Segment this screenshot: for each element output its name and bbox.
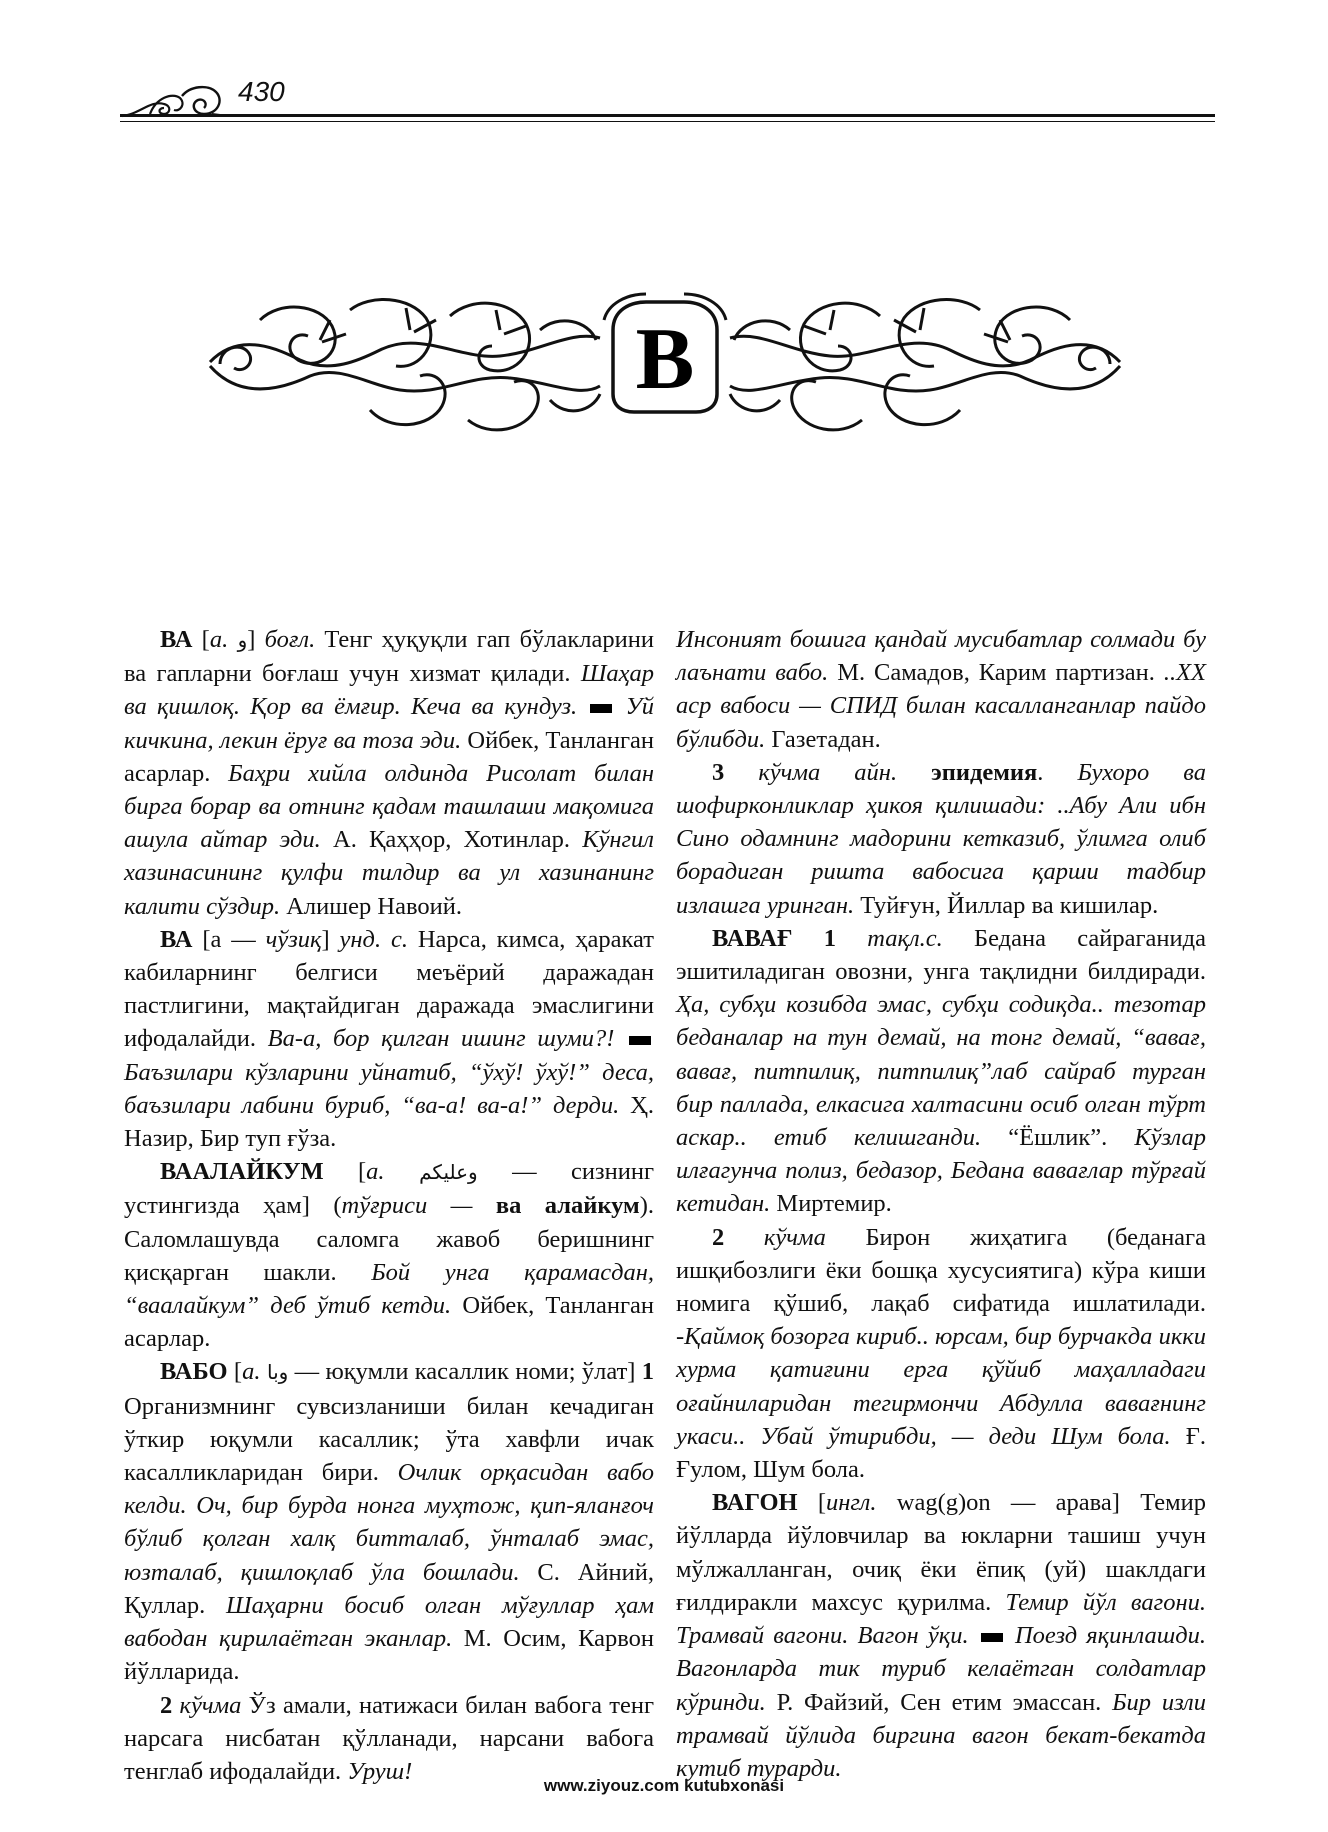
headword: ВА <box>160 925 193 953</box>
bracket: [ <box>797 1489 827 1517</box>
section-banner <box>200 290 1130 450</box>
example: Уруш! <box>347 1757 413 1785</box>
source: М. Осим, Карвон йўлларида. <box>124 1625 655 1686</box>
label: а. <box>366 1158 385 1186</box>
footer-watermark: www.ziyouz.com kutubxonasi <box>543 1776 785 1795</box>
definition: Нарса, кимса, ҳаракат кабиларнинг белгиси меъёрий даражадан пастлигини, мақтайдиган даражада эмаслигини ифодалайди. <box>124 925 654 1053</box>
label: чўзиқ <box>265 925 322 953</box>
grammar-label: унд. с. <box>339 925 408 953</box>
etymology: — юқумли касаллик номи; ўлат] <box>288 1358 642 1386</box>
source: М. Самадов, Карим партизан. <box>828 659 1164 687</box>
example: Ва-а, бор қилган ишинг шуми?! <box>267 1025 626 1053</box>
example: Баҳри хийла олдинда Рисолат билан бирга борар ва отнинг қадам ташлаши мақомига ашула айтар эди. <box>124 759 654 854</box>
section-letter: В <box>635 311 695 408</box>
label: тўғриси — <box>341 1192 473 1220</box>
source: Ҳ. Назир, Бир туп ғўза. <box>124 1091 654 1153</box>
source: “Ёшлик”. <box>981 1124 1135 1152</box>
source: Миртемир. <box>770 1190 892 1218</box>
headword: ВААЛАЙКУМ <box>160 1158 324 1186</box>
bracket: ] <box>321 925 340 953</box>
headword: ВАБО <box>160 1358 228 1386</box>
example: Баъзилари кўзларини уйнатиб, “ўхў! ўхў!” деса, баъзилари лабини буриб, “ва-а! ва-а!” дерди. <box>124 1058 654 1119</box>
entry-vabo-sense-3 <box>676 756 1206 922</box>
example: -Қаймоқ бозорга кириб.. юрсам, бир бурчакда икки хурма қатиғини ерга қўйиб маҳалладаги оғайниларидан тегирмончи Абдулла вавағнинг укаси.. Убай ўтирибди, — деди Шум бола. <box>676 1323 1206 1450</box>
example: Ҳа, субҳи козибда эмас, субҳи содиқда.. тезотар беданалар на тун демай, на тонг демай, “вавағ, вавағ, питпилиқ, питпилиқ”лаб сайраб турган бир паллада, елкасига халтасини осиб олган тўрт аскар.. етиб келишганди. <box>676 991 1206 1152</box>
arabic-script: وعليكم <box>384 1160 478 1185</box>
example: Бой унга қарамасдан, “ваалайкум” деб ўтиб кетди. <box>124 1258 654 1320</box>
entry-vabo <box>124 1355 654 1688</box>
example: Поезд яқинлашди. Вагонларда тик туриб келаётган солдатлар кўринди. <box>676 1622 1207 1716</box>
example: Кўнгил хазинасининг қулфи тилдир ва ул хазинанинг калити сўздир. <box>124 826 654 920</box>
definition: Бедана сайраганида эшитиладиган овозни, унга тақлидни билдиради. <box>676 924 1206 986</box>
entry-vagon <box>676 1486 1206 1785</box>
bracket: [а — <box>192 925 266 953</box>
header-rule-thin <box>120 121 1215 122</box>
label: ингл. <box>826 1489 877 1517</box>
grammar-label: тақл.с. <box>836 924 943 952</box>
source: Алишер Навоий. <box>280 892 462 920</box>
definition: Бирон жиҳатига (беданага ишқибозлиги ёки бошқа хусусиятига) кўра киши номига қўшиб, лақаб сифатида ишлатилади. <box>676 1223 1206 1318</box>
page-number: 430 <box>238 76 285 107</box>
example: Бир изли трамвай йўлида биргина вагон бекат-бекатда кутиб турарди. <box>676 1688 1206 1782</box>
source: Р. Файзий, Сен етим эмассан. <box>765 1688 1113 1716</box>
header-rule-thick <box>120 114 1215 117</box>
sense-number: 2 <box>160 1691 173 1719</box>
example: Бухоро ва шофирконликлар ҳикоя қилишади: ..Абу Али ибн Сино одамнинг мадорини кетказиб, ўлимга олиб борадиган ришта вабосига қарши тадбир излашга уринган. <box>676 758 1207 919</box>
etymology: — сизнинг устингизда ҳам] ( <box>124 1158 654 1220</box>
bracket: [ <box>192 626 210 653</box>
headword: ВА <box>160 626 193 653</box>
definition: ). Саломлашувда саломга жавоб беришнинг қисқарган шакли. <box>124 1192 654 1286</box>
definition: wag(g)on — арава] Темир йўлларда йўловчилар ва юкларни ташиш учун мўлжалланган, очиқ ёки ёпиқ (уй) шаклдаги ғилдиракли махсус қурилма. <box>676 1489 1206 1616</box>
left-column <box>124 623 654 1788</box>
punctuation: . <box>1037 758 1078 786</box>
sense-number: 2 <box>712 1223 725 1251</box>
source: С. Айний, Қуллар. <box>124 1558 654 1619</box>
entry-vabo-sense-2 <box>124 1689 654 1789</box>
label: кўчма <box>724 1223 826 1251</box>
definition: Ўз амали, натижаси билан вабога тенг нарсага нисбатан қўлланади, нарсани вабога тенглаб ифодалайди. <box>124 1691 654 1785</box>
definition: Тенг ҳуқуқли гап бўлакларини ва гапларни боғлаш учун хизмат қилади. <box>124 626 654 688</box>
example: Кўзлар илғагунча полиз, бедазор, Бедана вавағлар тўрғай кетидан. <box>676 1124 1206 1218</box>
headword: ВАВАҒ 1 <box>712 924 837 952</box>
sense-number: 3 <box>712 758 725 786</box>
entry-vaalaykum <box>124 1155 654 1355</box>
entry-va-interj <box>124 923 654 1155</box>
label: кўчма <box>172 1691 242 1719</box>
example: Темир йўл вагони. Трамвай вагони. Вагон ўқи. <box>676 1588 1206 1650</box>
bracket: [ <box>323 1158 367 1186</box>
arabic-script: و <box>228 628 248 652</box>
variant-headword: ва алайкум <box>472 1192 640 1220</box>
label: а. <box>242 1358 261 1386</box>
example: Очлик орқасидан вабо келди. Оч, бир бурда нонга муҳтож, қип-яланғоч бўлиб қолган халқ битталаб, ўнталаб эмас, юзталаб, қишлоқлаб ўла бошлади. <box>124 1459 654 1586</box>
label: кўчма айн. <box>724 758 898 786</box>
example: Инсоният бошига қандай мусибатлар солмади бу лаънати вабо. <box>676 626 1206 687</box>
synonym: эпидемия <box>897 758 1038 786</box>
right-column <box>676 623 1206 1785</box>
grammar-label: боғл. <box>264 626 316 653</box>
headword: ВАГОН <box>712 1489 798 1517</box>
source: Ойбек, Танланган асарлар. <box>124 726 654 787</box>
definition: Организмнинг сувсизланиши билан кечадиган ўткир юқумли касаллик; ўта хавфли ичак касалликларидан бири. <box>124 1392 654 1487</box>
bracket: [ <box>227 1358 243 1386</box>
entry-vavag-sense-2 <box>676 1221 1206 1487</box>
page-header <box>120 70 1215 130</box>
source: Ғ. Ғулом, Шум бола. <box>676 1422 1206 1484</box>
source: Ойбек, Танланган асарлар. <box>124 1292 654 1353</box>
source: Туйғун, Йиллар ва кишилар. <box>854 891 1159 919</box>
sense-number: 1 <box>641 1358 655 1386</box>
source: А. Қаҳҳор, Хотинлар. <box>320 826 583 854</box>
entry-vavag <box>676 922 1206 1221</box>
bracket: ] <box>247 626 265 653</box>
source: Газетадан. <box>765 725 881 753</box>
example: Уй кичкина, лекин ёруғ ва тоза эди. <box>124 693 654 754</box>
entry-vabo-continued <box>676 623 1206 756</box>
arabic-script: وبا <box>260 1360 289 1385</box>
section-marker-icon <box>590 704 612 713</box>
section-marker-icon <box>981 1633 1003 1642</box>
label: а. <box>209 626 229 653</box>
example: ..XX аср вабоси — СПИД билан касалланганлар пайдо бўлибди. <box>676 659 1206 753</box>
section-marker-icon <box>629 1036 651 1045</box>
entry-va-conj <box>124 623 654 923</box>
example: Шаҳар ва қишлоқ. Қор ва ёмғир. Кеча ва кундуз. <box>124 660 654 721</box>
example: Шаҳарни босиб олган мўғуллар ҳам вабодан қирилаётган эканлар. <box>124 1591 655 1653</box>
